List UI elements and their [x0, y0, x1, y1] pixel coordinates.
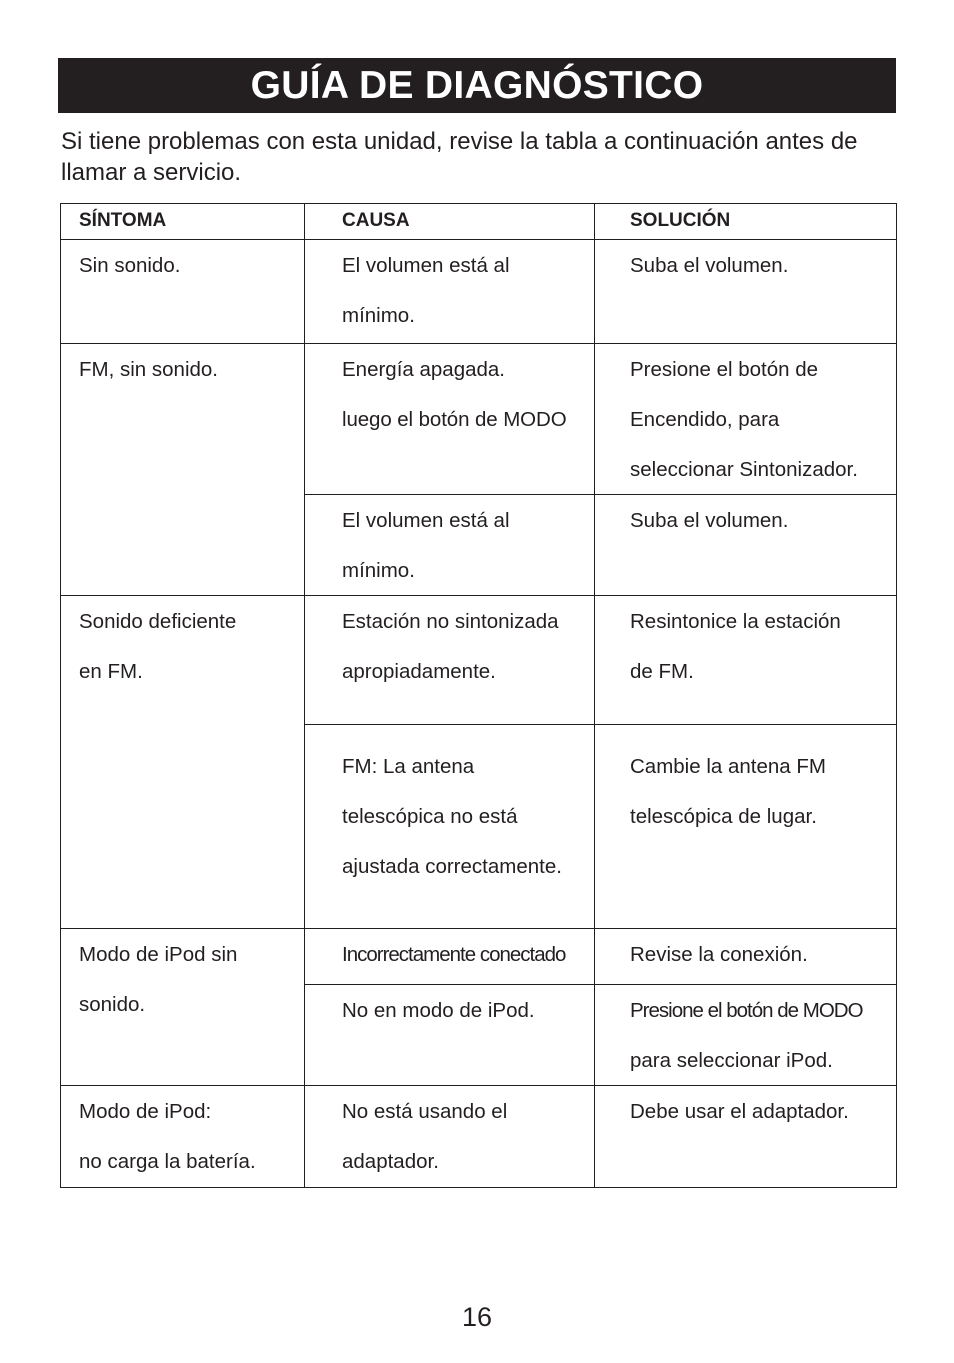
- solution-line: Presione el botón de: [630, 358, 819, 381]
- solution-line: Presione el botón de MODO: [630, 999, 863, 1022]
- cause-line: telescópica no está: [342, 805, 518, 828]
- symptom-line: Modo de iPod:: [79, 1100, 212, 1123]
- solution-line: seleccionar Sintonizador.: [630, 458, 858, 481]
- solution-line: Cambie la antena FM: [630, 755, 826, 778]
- solution-line: Suba el volumen.: [630, 509, 789, 532]
- symptom-line: en FM.: [79, 660, 143, 683]
- solution-line: Revise la conexión.: [630, 943, 808, 966]
- cause-cell: [305, 1086, 595, 1188]
- cause-line: El volumen está al: [342, 254, 510, 277]
- table-row: [61, 1086, 897, 1188]
- cause-line: mínimo.: [342, 559, 415, 582]
- solution-line: Encendido, para: [630, 408, 780, 431]
- cause-line: No está usando el: [342, 1100, 508, 1123]
- symptom-line: Modo de iPod sin: [79, 943, 238, 966]
- symptom-line: sonido.: [79, 993, 146, 1016]
- header-symptom: SÍNTOMA: [61, 204, 305, 240]
- table-row: [61, 929, 897, 985]
- solution-line: Resintonice la estación: [630, 610, 841, 633]
- solution-line: de FM.: [630, 660, 694, 683]
- cause-line: Incorrectamente conectado: [342, 943, 566, 966]
- solution-cell: [595, 985, 897, 1086]
- solution-line: para seleccionar iPod.: [630, 1049, 833, 1072]
- solution-cell: [595, 240, 897, 344]
- header-solution: SOLUCIÓN: [595, 204, 897, 240]
- solution-line: Debe usar el adaptador.: [630, 1100, 849, 1123]
- troubleshooting-table: [60, 203, 897, 1188]
- cause-line: Estación no sintonizada: [342, 610, 559, 633]
- cause-cell: [305, 929, 595, 985]
- cause-line: adaptador.: [342, 1150, 439, 1173]
- symptom-cell: [61, 596, 305, 929]
- cause-line: FM: La antena: [342, 755, 475, 778]
- intro-text: Si tiene problemas con esta unidad, revise la tabla a continuación antes de llamar a servicio.: [61, 128, 858, 186]
- cause-cell: [305, 240, 595, 344]
- cause-line: luego el botón de MODO: [342, 408, 567, 431]
- header-cause: CAUSA: [305, 204, 595, 240]
- solution-cell: [595, 596, 897, 725]
- solution-cell: [595, 344, 897, 495]
- solution-line: telescópica de lugar.: [630, 805, 817, 828]
- cause-cell: [305, 495, 595, 596]
- symptom-cell: [61, 1086, 305, 1188]
- page-title: GUÍA DE DIAGNÓSTICO: [58, 58, 896, 113]
- solution-cell: [595, 929, 897, 985]
- symptom-cell: [61, 929, 305, 1086]
- table-header-row: [61, 204, 897, 240]
- cause-cell: [305, 344, 595, 495]
- cause-line: No en modo de iPod.: [342, 999, 535, 1022]
- symptom-line: Sin sonido.: [79, 254, 181, 277]
- cause-line: apropiadamente.: [342, 660, 496, 683]
- symptom-line: Sonido deficiente: [79, 610, 237, 633]
- solution-cell: [595, 725, 897, 929]
- solution-cell: [595, 1086, 897, 1188]
- solution-line: Suba el volumen.: [630, 254, 789, 277]
- cause-line: El volumen está al: [342, 509, 510, 532]
- table-row: [61, 596, 897, 725]
- cause-line: mínimo.: [342, 304, 415, 327]
- table-row: [61, 344, 897, 495]
- symptom-cell: [61, 240, 305, 344]
- cause-cell: [305, 596, 595, 725]
- solution-cell: [595, 495, 897, 596]
- cause-line: Energía apagada.: [342, 358, 505, 381]
- symptom-line: FM, sin sonido.: [79, 358, 218, 381]
- page-number: 16: [461, 1302, 493, 1332]
- cause-cell: [305, 725, 595, 929]
- symptom-cell: [61, 344, 305, 596]
- symptom-line: no carga la batería.: [79, 1150, 256, 1173]
- cause-line: ajustada correctamente.: [342, 855, 562, 878]
- table-row: [61, 240, 897, 344]
- cause-cell: [305, 985, 595, 1086]
